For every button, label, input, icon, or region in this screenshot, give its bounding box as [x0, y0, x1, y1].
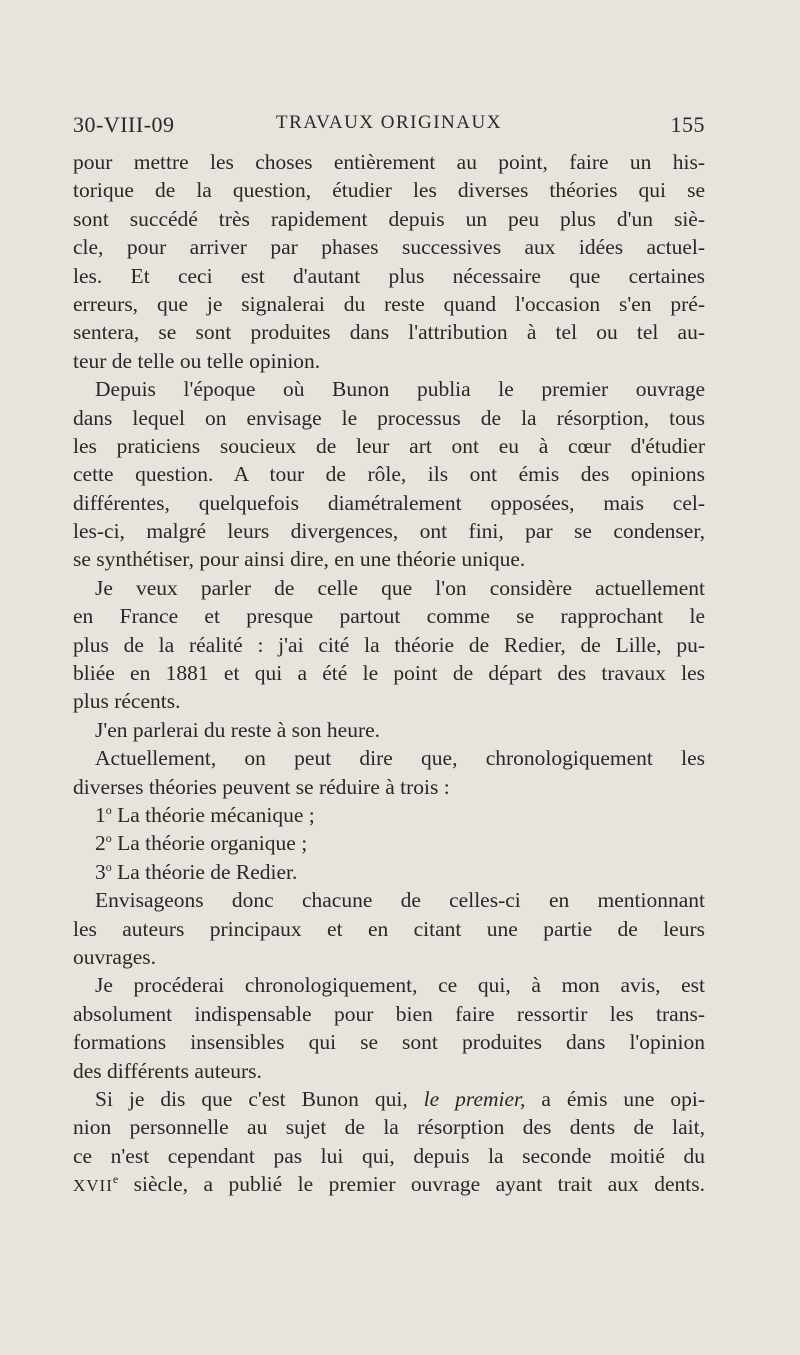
text-line: sont succédé très rapidement depuis un peu plus d'un siè-	[73, 206, 705, 231]
running-header	[73, 112, 705, 142]
text-line: diverses théories peuvent se réduire à trois :	[73, 774, 450, 799]
theory-list	[73, 801, 705, 886]
text-line: dans lequel on envisage le processus de la résorption, tous	[73, 405, 705, 430]
text-line: nion personnelle au sujet de la résorption des dents de lait,	[73, 1115, 705, 1140]
text-line: les auteurs principaux et en citant une partie de leurs	[73, 916, 705, 941]
paragraph	[73, 1085, 705, 1199]
list-item	[73, 829, 705, 857]
page-body	[73, 148, 705, 1198]
text-line: cle, pour arriver par phases successives aux idées actuel-	[73, 235, 705, 260]
paragraph	[73, 375, 705, 574]
century-numeral: XVII	[73, 1176, 113, 1196]
header-title: TRAVAUX ORIGINAUX	[276, 112, 502, 133]
text-line: les praticiens soucieux de leur art ont eu à cœur d'étudier	[73, 433, 705, 458]
text-line: se synthétiser, pour ainsi dire, en une théorie unique.	[73, 547, 526, 572]
list-number-suffix: o	[105, 831, 112, 846]
text-line	[73, 1170, 705, 1198]
text-line: Je procéderai chronologiquement, ce qui, à mon avis, est	[95, 973, 705, 998]
list-number: 2	[95, 831, 106, 856]
list-number-suffix: o	[105, 802, 112, 817]
text-line: absolument indispensable pour bien faire ressortir les trans-	[73, 1001, 705, 1026]
text-line: ce n'est cependant pas lui qui, depuis la seconde moitié du	[73, 1143, 705, 1168]
page-number: 155	[670, 112, 705, 137]
list-item	[73, 858, 705, 886]
text-line: torique de la question, étudier les diverses théories qui se	[73, 178, 705, 203]
text-line: en France et presque partout comme se rapprochant le	[73, 604, 705, 629]
text-run: a émis une opi-	[525, 1086, 706, 1111]
paragraph	[73, 971, 705, 1085]
paragraph	[73, 716, 705, 744]
paragraph	[73, 574, 705, 716]
text-line: Actuellement, on peut dire que, chronologiquement les	[95, 746, 705, 771]
text-line: plus récents.	[73, 689, 181, 714]
text-line	[73, 1085, 705, 1113]
text-line: Je veux parler de celle que l'on considère actuellement	[95, 575, 705, 600]
text-run: siècle, a publié le premier ouvrage ayant trait aux dents.	[118, 1172, 705, 1197]
list-number-suffix: o	[105, 859, 112, 874]
list-item-text: La théorie de Redier.	[117, 859, 298, 884]
italic-text: le premier,	[423, 1086, 526, 1111]
paragraph	[73, 886, 705, 971]
text-line: Depuis l'époque où Bunon publia le premier ouvrage	[95, 377, 705, 402]
text-line: formations insensibles qui se sont produites dans l'opinion	[73, 1030, 705, 1055]
text-line: ouvrages.	[73, 944, 156, 969]
text-run: Si je dis que c'est Bunon qui,	[95, 1086, 424, 1111]
paragraph	[73, 148, 705, 375]
header-date: 30-VIII-09	[73, 112, 175, 137]
text-line: cette question. A tour de rôle, ils ont émis des opinions	[73, 462, 705, 487]
list-item	[73, 801, 705, 829]
text-line: teur de telle ou telle opinion.	[73, 348, 321, 373]
century-suffix: e	[112, 1172, 119, 1187]
list-number: 3	[95, 859, 106, 884]
list-number: 1	[95, 802, 106, 827]
text-line: sentera, se sont produites dans l'attribution à tel ou tel au-	[73, 320, 705, 345]
text-line: bliée en 1881 et qui a été le point de départ des travaux les	[73, 661, 705, 686]
text-line: différentes, quelquefois diamétralement opposées, mais cel-	[73, 490, 705, 515]
text-line: J'en parlerai du reste à son heure.	[95, 717, 381, 742]
text-line: Envisageons donc chacune de celles-ci en mentionnant	[95, 888, 705, 913]
paragraph	[73, 744, 705, 801]
list-item-text: La théorie mécanique ;	[117, 802, 315, 827]
text-line: les. Et ceci est d'autant plus nécessaire que certaines	[73, 263, 705, 288]
text-line: plus de la réalité : j'ai cité la théorie de Redier, de Lille, pu-	[73, 632, 705, 657]
text-line: pour mettre les choses entièrement au point, faire un his-	[73, 150, 705, 174]
text-line: erreurs, que je signalerai du reste quand l'occasion s'en pré-	[73, 291, 705, 316]
list-item-text: La théorie organique ;	[117, 831, 308, 856]
text-line: des différents auteurs.	[73, 1058, 262, 1083]
text-line: les-ci, malgré leurs divergences, ont fini, par se condenser,	[73, 519, 705, 544]
